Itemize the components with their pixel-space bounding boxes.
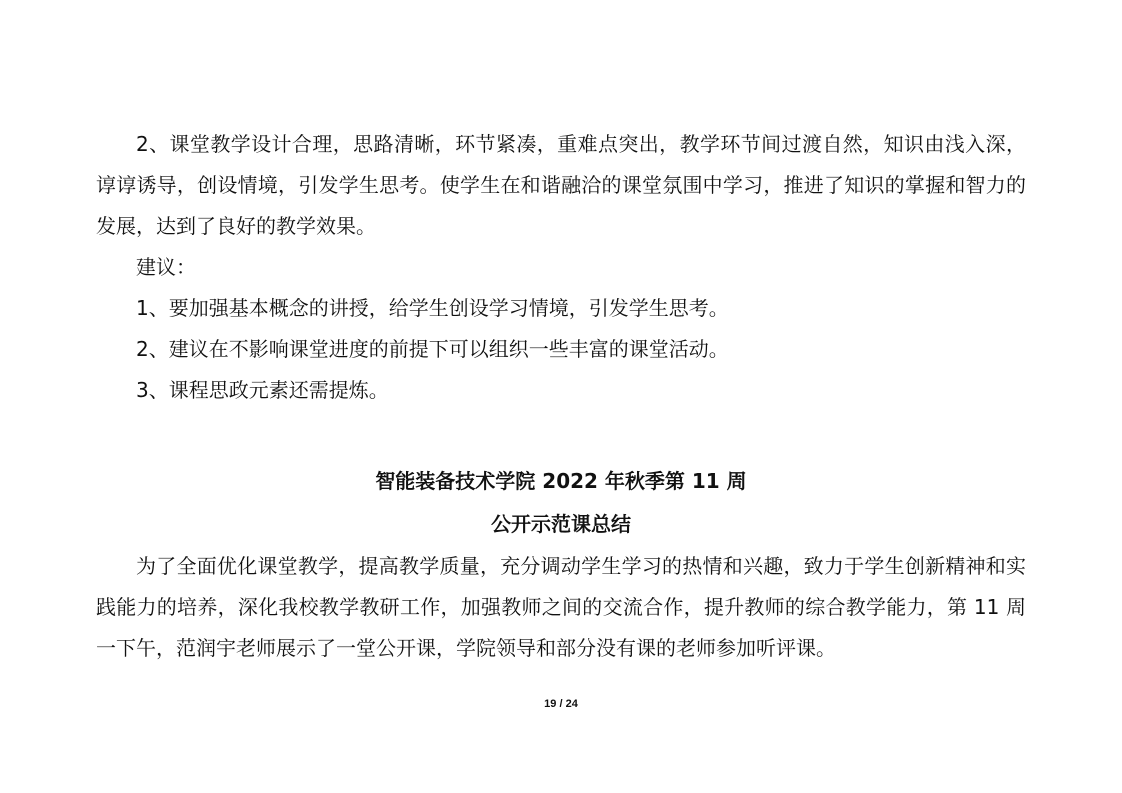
page-number: 19 / 24 xyxy=(544,698,578,710)
section-heading-line-2: 公开示范课总结 xyxy=(491,512,631,536)
summary-paragraph: 为了全面优化课堂教学，提高教学质量，充分调动学生学习的热情和兴趣，致力于学生创新精神和实践能力的培养，深化我校教学教研工作，加强教师之间的交流合作，提升教师的综合教学能力，第 11 周一下午，范润宇老师展示了一堂公开课，学院领导和部分没有课的老师参加听评课。 xyxy=(96,554,1026,660)
evaluation-paragraph: 2、课堂教学设计合理，思路清晰，环节紧凑，重难点突出，教学环节间过渡自然，知识由浅入深，谆谆诱导，创设情境，引发学生思考。使学生在和谐融洽的课堂氛围中学习，推进了知识的掌握和智力的发展，达到了良好的教学效果。 xyxy=(96,132,1026,238)
suggestion-item-3: 3、课程思政元素还需提炼。 xyxy=(136,378,389,402)
suggestion-item-1: 1、要加强基本概念的讲授，给学生创设学习情境，引发学生思考。 xyxy=(136,296,729,320)
section-spacer xyxy=(96,411,1026,452)
suggestion-item-2: 2、建议在不影响课堂进度的前提下可以组织一些丰富的课堂活动。 xyxy=(136,337,729,361)
suggestions-label: 建议： xyxy=(136,255,196,279)
section-heading-line-1: 智能装备技术学院 2022 年秋季第 11 周 xyxy=(375,469,747,493)
document-body xyxy=(96,124,1026,669)
